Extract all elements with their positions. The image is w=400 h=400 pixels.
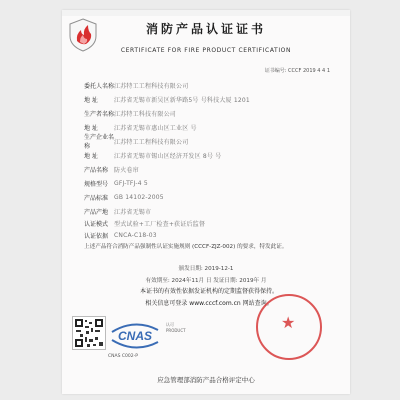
field-value: GB 14102-2005 [114,193,164,201]
field-manufacturer-name [84,134,334,150]
field-cert-basis [84,230,334,240]
certificate-page [62,10,350,394]
field-value: 江苏特工工程科技有限公司 [114,138,189,146]
field-label: 产品名称 [84,166,109,174]
field-value: 型式试验+工厂检查+获证后监督 [114,220,206,228]
field-label: 产品标准 [84,194,109,202]
field-value: 江苏省无锡市 [114,208,152,216]
cnas-accreditation [108,304,188,360]
cnas-badge-text: CNAS [117,329,153,343]
certification-statement: 上述产品符合消防产品强制性认证实施规则 (CCCF-ZJZ-002) 的要求，特发此证。 [84,244,288,250]
field-value: 防火卷帘 [114,166,139,174]
validity-dates: 有效期至: 2024年11月 日 发证日期: 2019年 月 [145,278,267,284]
field-value: CNCA-C18-03 [114,231,157,239]
field-label: 认证依据 [84,232,109,240]
field-client-address [84,94,334,104]
certificate-title: 消防产品认证证书 [145,22,266,36]
field-value: 江苏特工工程科技有限公司 [114,82,189,90]
field-label: 生产企业名称 [84,134,115,150]
field-value: GFJ-TFJ-4 5 [114,179,148,187]
field-cert-mode [84,218,334,228]
official-seal [256,294,322,360]
certificate-subtitle: CERTIFICATE FOR FIRE PRODUCT CERTIFICATION [120,47,292,54]
cnas-logo-icon [108,314,162,358]
page-top-border [62,10,350,16]
field-producer-name [84,108,334,118]
cnas-caption-line: 认可 [166,322,174,327]
field-value: 江苏省无锡市惠山区工业区 号 [114,124,197,132]
field-label: 认证模式 [84,220,109,228]
field-standard [84,192,334,202]
cnas-caption-line: PRODUCT [166,328,186,333]
seal-star-icon: ★ [281,313,296,332]
field-model [84,178,334,188]
field-manufacturer-address [84,150,334,160]
field-client-name [84,80,334,90]
qr-code [72,316,106,350]
cnas-code: CNAS C002-P [108,354,138,359]
validity-note: 本证书的有效性依据发证机构的定期监督获得保持。 [139,288,278,295]
cnas-caption [166,322,186,334]
field-value: 江苏省无锡市锡山区经济开发区 8号 号 [114,152,222,160]
field-value: 江苏省无锡市新吴区新华路5号 号科技大厦 1201 [114,96,250,104]
field-label: 委托人名称 [84,82,115,90]
field-label: 生产者名称 [84,110,115,118]
issue-date: 颁发日期: 2019-12-1 [178,266,234,272]
field-producer-address [84,122,334,132]
lookup-note: 相关信息可登录 www.cccf.com.cn 网站查询。 [145,300,273,307]
field-label: 地 址 [84,152,98,160]
field-value: 江苏特工科技有限公司 [114,110,177,118]
field-label: 产品产地 [84,208,109,216]
certificate-number: 证书编号: CCCF 2019 4 4 1 [264,68,330,74]
issuing-authority: 应急管理部消防产品合格评定中心 [157,376,255,384]
field-label: 地 址 [84,124,98,132]
field-label: 地 址 [84,96,98,104]
field-product-name [84,164,334,174]
field-origin [84,206,334,216]
field-label: 规格型号 [84,180,109,188]
